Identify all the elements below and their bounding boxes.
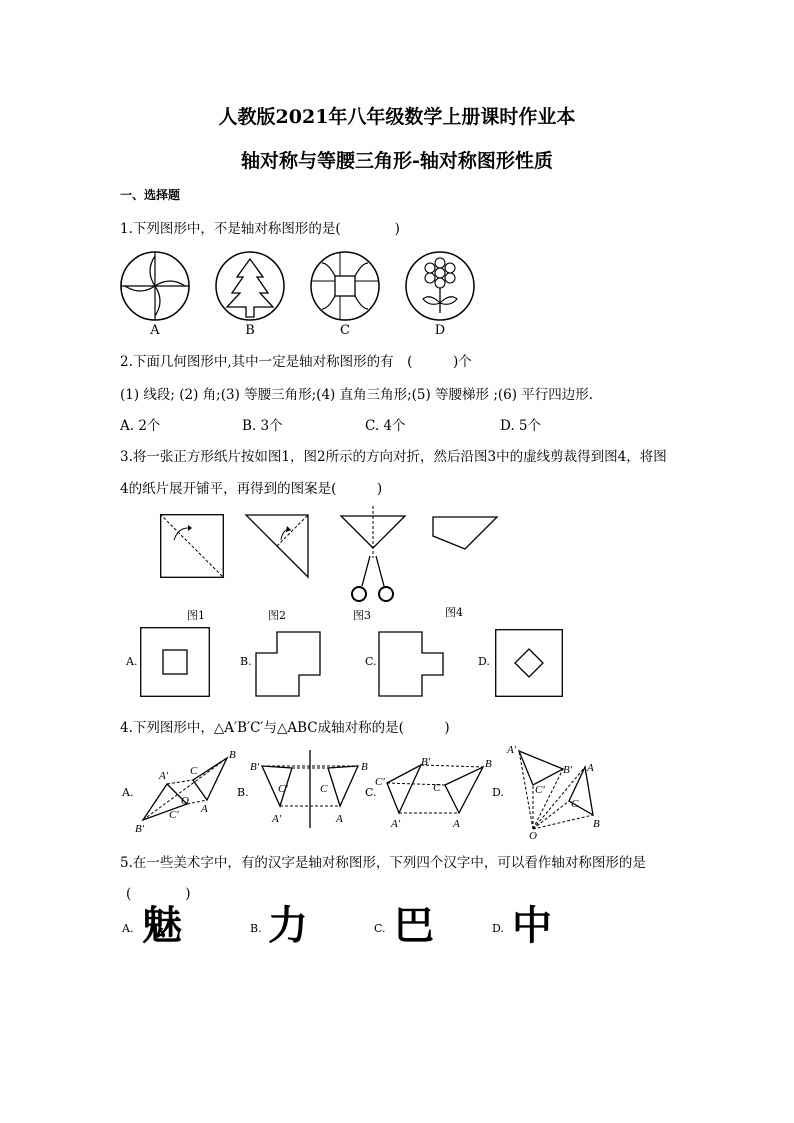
q4a-label-a: A bbox=[201, 803, 208, 815]
q4d-label-b1: B′ bbox=[563, 764, 573, 776]
q1-label-a: A bbox=[150, 323, 160, 338]
q4a-label-o: O bbox=[181, 795, 189, 807]
q4-option-d-figure bbox=[505, 743, 615, 842]
q3-option-c-figure bbox=[378, 631, 444, 697]
q3-fig3 bbox=[340, 506, 406, 606]
q3-option-d-figure bbox=[495, 629, 563, 697]
q3-option-b-figure bbox=[255, 631, 321, 697]
q4-option-c-figure bbox=[375, 755, 500, 830]
q4d-label-a1: A′ bbox=[507, 744, 517, 756]
q5-option-b-char: 力 bbox=[268, 903, 308, 949]
q5-stem: 5.在一些美术字中，有的汉字是轴对称图形，下列四个汉字中，可以看作轴对称图形的是 bbox=[120, 855, 646, 871]
q4-option-a-letter: A. bbox=[122, 786, 134, 799]
section-heading: 一、选择题 bbox=[120, 188, 181, 202]
q3-option-d-letter: D. bbox=[478, 655, 490, 668]
q4a-label-c1: C′ bbox=[169, 809, 179, 821]
q4-option-b-figure bbox=[250, 750, 370, 830]
q4-option-a-figure bbox=[135, 746, 240, 836]
q3-fig4-label: 图4 bbox=[445, 606, 463, 619]
q3-fig2 bbox=[245, 514, 309, 578]
q4c-label-c1: C′ bbox=[375, 776, 385, 788]
q1-stem: 1.下列图形中，不是轴对称图形的是( ) bbox=[120, 221, 400, 237]
q5-blank: ( ) bbox=[126, 886, 191, 902]
q3-option-c-letter: C. bbox=[365, 655, 377, 668]
q1-figure-a bbox=[120, 251, 190, 321]
q4-stem: 4.下列图形中，△A′B′C′与△ABC成轴对称的是( ) bbox=[120, 720, 450, 736]
q4d-label-b: B bbox=[593, 818, 600, 830]
q4-option-b-letter: B. bbox=[237, 786, 249, 799]
q4b-label-a1: A′ bbox=[272, 813, 282, 825]
q4b-label-b1: B′ bbox=[250, 761, 260, 773]
q4b-label-c1: C′ bbox=[278, 783, 288, 795]
q3-fig2-label: 图2 bbox=[268, 609, 286, 622]
q4-option-c-letter: C. bbox=[365, 786, 377, 799]
q3-fig3-label: 图3 bbox=[353, 609, 371, 622]
q5-option-c-letter: C. bbox=[374, 922, 386, 935]
q4a-label-c: C bbox=[190, 765, 198, 777]
q3-option-a-figure bbox=[140, 627, 210, 697]
q3-fig1 bbox=[160, 514, 224, 578]
q5-option-c-char: 巴 bbox=[394, 903, 434, 949]
q5-option-d-letter: D. bbox=[492, 922, 504, 935]
q3-fig1-label: 图1 bbox=[187, 609, 205, 622]
q4b-label-a: A bbox=[336, 813, 343, 825]
q2-option-a: A. 2个 bbox=[120, 418, 161, 434]
q2-option-b: B. 3个 bbox=[242, 418, 283, 434]
document-title: 人教版2021年八年级数学上册课时作业本 bbox=[218, 106, 576, 128]
q5-option-b-letter: B. bbox=[250, 922, 262, 935]
q2-option-d: D. 5个 bbox=[500, 418, 542, 434]
q2-option-c: C. 4个 bbox=[365, 418, 406, 434]
q4d-label-c1: C′ bbox=[535, 784, 545, 796]
q1-label-b: B bbox=[245, 323, 255, 338]
q4b-label-c: C bbox=[320, 783, 328, 795]
q4-option-d-letter: D. bbox=[492, 786, 504, 799]
q4a-label-b1: B′ bbox=[135, 823, 145, 835]
q1-label-c: C bbox=[340, 323, 350, 338]
q3-option-b-letter: B. bbox=[240, 655, 252, 668]
q2-items: (1) 线段; (2) 角;(3) 等腰三角形;(4) 直角三角形;(5) 等腰梯形 ;(6) 平行四边形. bbox=[120, 387, 594, 403]
q4c-label-a1: A′ bbox=[391, 818, 401, 830]
q4d-label-a: A bbox=[587, 762, 594, 774]
q4d-label-c: C bbox=[571, 798, 579, 810]
q3-fig4 bbox=[432, 516, 498, 552]
q1-figure-d bbox=[405, 251, 475, 321]
q4c-label-c: C bbox=[433, 782, 441, 794]
q2-stem: 2.下面几何图形中,其中一定是轴对称图形的有 ( )个 bbox=[120, 354, 472, 370]
q3-stem-line2: 4的纸片展开铺平，再得到的图案是( ) bbox=[120, 481, 383, 497]
q4d-label-o: O bbox=[529, 830, 537, 842]
q5-option-a-letter: A. bbox=[122, 922, 134, 935]
q1-figure-b bbox=[215, 251, 285, 321]
q5-option-a-char: 魅 bbox=[142, 903, 182, 949]
q1-figure-c bbox=[310, 251, 380, 321]
q4b-label-b: B bbox=[361, 761, 368, 773]
q4c-label-b1: B′ bbox=[421, 756, 431, 768]
q3-stem-line1: 3.将一张正方形纸片按如图1，图2所示的方向对折，然后沿图3中的虚线剪裁得到图4，将图 bbox=[120, 449, 667, 465]
q4a-label-b: B bbox=[229, 749, 236, 761]
q3-option-a-letter: A. bbox=[126, 655, 138, 668]
q4c-label-a: A bbox=[453, 818, 460, 830]
q4a-label-a1: A′ bbox=[159, 770, 169, 782]
document-subtitle: 轴对称与等腰三角形-轴对称图形性质 bbox=[241, 150, 553, 172]
q1-label-d: D bbox=[434, 323, 446, 338]
q5-option-d-char: 中 bbox=[512, 903, 552, 949]
q4c-label-b: B bbox=[485, 758, 492, 770]
